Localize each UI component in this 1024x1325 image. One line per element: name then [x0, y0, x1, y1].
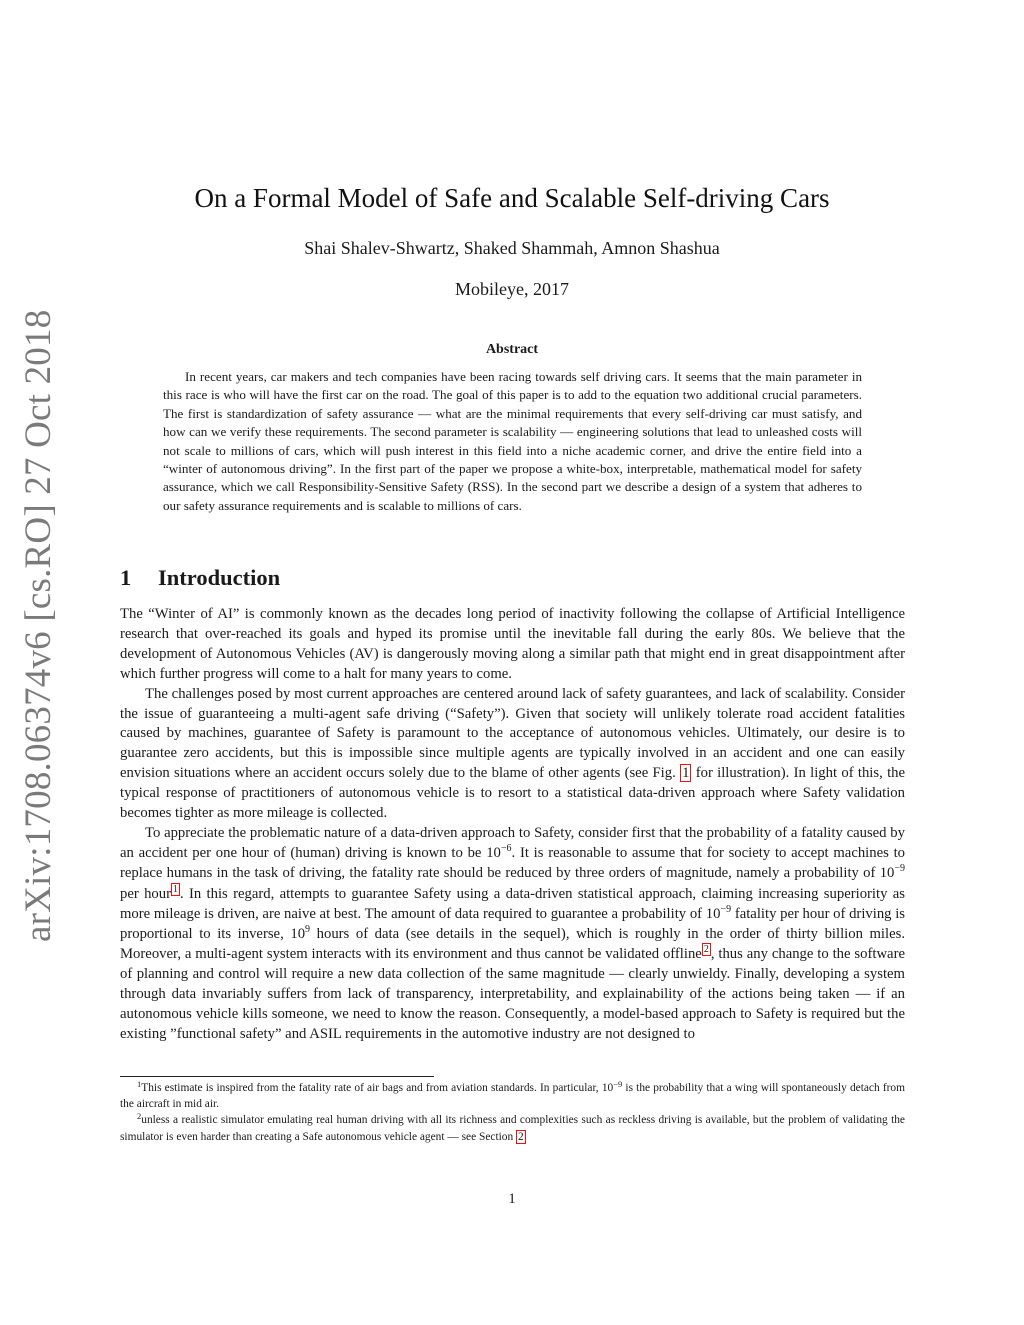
probability-base: 10: [290, 925, 306, 942]
abstract-text: In recent years, car makers and tech companies have been racing towards self driving cars. It seems that the main parameter in this race is who will have the first car on the road. The goal of this paper is to add to the equation two additional crucial parameters. The first is standardization of safety assurance — what are the minimal requirements that every self-driving car must satisfy, and how can we verify these requirements. The second parameter is scalability — engineering solutions that lead to unleashed costs will not scale to millions of cars, which will push interest in this field into a niche academic corner, and drive the entire field into a “winter of autonomous driving”. In the first part of the paper we propose a white-box, interpretable, mathematical model for safety assurance, which we call Responsibility-Sensitive Safety (RSS). In the second part we describe a design of a system that adheres to our safety assurance requirements and is scalable to millions of cars.: [163, 369, 862, 513]
arxiv-identifier-stamp: arXiv:1708.06374v6 [cs.RO] 27 Oct 2018: [18, 309, 59, 942]
paragraph-3-text-g: , thus any change to the software of planning and control will require a new data collection of the same magnitude — clearly unwieldy. Finally, developing a system through data invariably suffers from lack of transparency, interpretability, and explainability of the actions being taken — if an autonomous vehicle kills someone, we need to know the reason. Consequently, a model-based approach to Safety is required but the existing ”functional safety” and ASIL requirements in the automotive industry are not designed to: [120, 946, 905, 1043]
footnote-1-link[interactable]: 1: [173, 883, 178, 895]
footnote-1-text-b: is the probability that a wing will spontaneously detach from the aircraft in mid air.: [120, 1082, 905, 1111]
footnote-2-link[interactable]: 2: [703, 944, 709, 956]
probability-exponent: −9: [894, 862, 906, 874]
footnote-2-marker: 2: [137, 1111, 142, 1122]
paper-title: On a Formal Model of Safe and Scalable Self-driving Cars: [194, 183, 830, 213]
paragraph-3-text-e: fatality per hour of driving is proportional to its inverse,: [120, 905, 906, 942]
footnote-1-text-a: This estimate is inspired from the fatality rate of air bags and from aviation standards. In particular,: [141, 1082, 599, 1094]
footnote-1-exponent: −9: [613, 1079, 623, 1089]
section-heading-introduction: [120, 563, 910, 593]
paragraph-2-text-b: for illustration). In light of this, the typical response of practitioners of autonomous vehicle is to resort to a statistical data-driven approach where Safety validation becomes tighter as more mileage is collected.: [120, 765, 906, 822]
footnote-1-marker: 1: [137, 1079, 142, 1089]
probability-base: 10: [486, 844, 501, 861]
probability-exponent: −6: [500, 842, 512, 854]
abstract-heading: Abstract: [485, 342, 539, 357]
probability-base: 10: [705, 905, 721, 922]
footnotes: [120, 1080, 905, 1145]
footnote-1-base: 10: [601, 1082, 614, 1094]
figure-1-link[interactable]: 1: [682, 765, 690, 782]
affiliation-year: Mobileye, 2017: [455, 279, 569, 299]
paragraph-3-text-d: . In this regard, attempts to guarantee Safety using a data-driven statistical approach, claiming increasing superiority as more mileage is driven, are naive at best. The amount of data required to guarantee a probability of: [120, 885, 905, 922]
probability-exponent: 9: [305, 923, 311, 935]
paragraph-3-text-c: per hour: [120, 885, 171, 902]
footnote-2: [120, 1112, 905, 1144]
paragraph-3: [120, 824, 905, 1045]
footnote-2-text: unless a realistic simulator emulating real human driving with all its richness and complexities such as reckless driving is available, but the problem of validating the simulator is even harder than creating a Safe autonomous vehicle agent — see Section: [120, 1114, 905, 1143]
paragraph-3-text-b: . It is reasonable to assume that for society to accept machines to replace humans in the task of driving, the fatality rate should be reduced by three orders of magnitude, namely a probability of: [120, 844, 906, 881]
introduction-body: [120, 605, 905, 1045]
section-title: Introduction: [158, 565, 281, 590]
paragraph-2-text-a: The challenges posed by most current approaches are centered around lack of safety guarantees, and lack of scalability. Consider the issue of guaranteeing a multi-agent safe driving (“Safety”). Given that society will unlikely tolerate road accident fatalities caused by machines, guarantee of Safety is paramount to the acceptance of autonomous vehicles. Ultimately, our desire is to guarantee zero accidents, but this is impossible since multiple agents are typically involved in an accident and one can easily envision situations where an accident occurs solely due to the blame of other agents (see Fig.: [120, 685, 905, 782]
paragraph-3-text-f: hours of data (see details in the sequel), which is roughly in the order of thirty billion miles. Moreover, a multi-agent system interacts with its environment and thus cannot be validated offline: [120, 925, 905, 963]
probability-exponent: −9: [720, 903, 732, 915]
author-list: Shai Shalev-Shwartz, Shaked Shammah, Amnon Shashua: [304, 238, 720, 258]
paragraph-3-text-a: To appreciate the problematic nature of a data-driven approach to Safety, consider first that the probability of a fatality caused by an accident per one hour of (human) driving is known to be: [120, 824, 905, 861]
section-2-link[interactable]: 2: [518, 1130, 524, 1143]
footnote-1: [120, 1080, 905, 1112]
probability-base: 10: [879, 864, 895, 881]
section-number: 1: [120, 565, 132, 590]
paragraph-2: [120, 685, 905, 824]
page-number: 1: [508, 1191, 516, 1207]
paragraph-1: The “Winter of AI” is commonly known as the decades long period of inactivity following the collapse of Artificial Intelligence research that over-reached its goals and hyped its promise until the inevitable fall during the early 80s. We believe that the development of Autonomous Vehicles (AV) is dangerously moving along a similar path that might end in great disappointment after which further progress will come to a halt for many years to come.: [120, 606, 905, 682]
footnote-divider: [120, 1076, 434, 1077]
